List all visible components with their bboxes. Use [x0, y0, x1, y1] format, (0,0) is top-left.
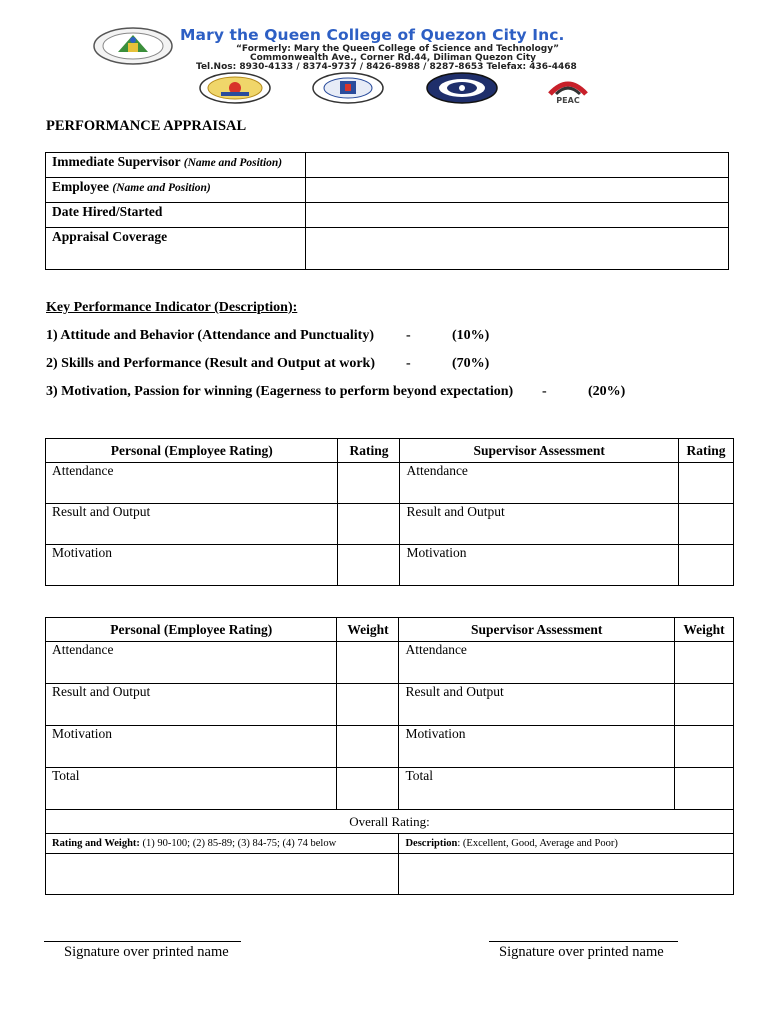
supervisor-field[interactable] [306, 153, 729, 178]
kpi-percent: (10%) [452, 328, 490, 343]
col-header: Supervisor Assessment [399, 618, 675, 642]
kpi-item: 2) Skills and Performance (Result and Output at work) [46, 356, 376, 371]
kpi-item: 3) Motivation, Passion for winning (Eagerness to perform beyond expectation) [46, 384, 514, 399]
rating-cell[interactable] [678, 504, 733, 545]
total-weight-cell[interactable] [674, 768, 733, 810]
criterion-label: Motivation [400, 545, 679, 586]
weight-cell[interactable] [337, 684, 399, 726]
col-header: Supervisor Assessment [400, 439, 679, 463]
col-header: Personal (Employee Rating) [46, 439, 338, 463]
table-row [46, 463, 734, 504]
table-row [46, 504, 734, 545]
table-row [46, 642, 734, 684]
page-title: PERFORMANCE APPRAISAL [46, 118, 247, 134]
criterion-label: Result and Output [46, 684, 337, 726]
weight-cell[interactable] [674, 726, 733, 768]
col-header: Rating [678, 439, 733, 463]
date-hired-field[interactable] [306, 203, 729, 228]
weight-table [45, 617, 734, 895]
rating-cell[interactable] [338, 545, 400, 586]
description-legend: Description: (Excellent, Good, Average and Poor) [399, 834, 734, 854]
col-header: Weight [674, 618, 733, 642]
total-weight-cell[interactable] [337, 768, 399, 810]
tesda-seal-icon [426, 72, 498, 109]
col-header: Personal (Employee Rating) [46, 618, 337, 642]
appraisal-coverage-label: Appraisal Coverage [46, 228, 306, 270]
seal-icon [199, 72, 271, 109]
signature-line [489, 941, 678, 942]
kpi-heading: Key Performance Indicator (Description): [46, 300, 298, 315]
criterion-label: Attendance [46, 463, 338, 504]
employee-field[interactable] [306, 178, 729, 203]
rating-table [45, 438, 734, 586]
criterion-label: Attendance [399, 642, 675, 684]
peac-label: PEAC [556, 96, 580, 105]
rating-cell[interactable] [338, 504, 400, 545]
weight-cell[interactable] [674, 642, 733, 684]
formerly-line: “Formerly: Mary the Queen College of Science and Technology” [236, 44, 560, 54]
table-row [46, 768, 734, 810]
total-label: Total [399, 768, 675, 810]
col-header: Rating [338, 439, 400, 463]
employee-info-table [45, 152, 729, 270]
institution-name: Mary the Queen College of Quezon City Inc. [180, 26, 565, 44]
rating-cell[interactable] [338, 463, 400, 504]
weight-cell[interactable] [337, 642, 399, 684]
table-row [46, 545, 734, 586]
col-header: Weight [337, 618, 399, 642]
criterion-label: Attendance [46, 642, 337, 684]
contact-line: Tel.Nos: 8930-4133 / 8374-9737 / 8426-8988 / 8287-8653 Telefax: 436-4468 [196, 62, 577, 72]
criterion-label: Result and Output [46, 504, 338, 545]
date-hired-label: Date Hired/Started [46, 203, 306, 228]
rating-cell[interactable] [678, 463, 733, 504]
employee-label: Employee (Name and Position) [46, 178, 306, 203]
criterion-label: Motivation [46, 726, 337, 768]
overall-description-field[interactable] [399, 854, 734, 895]
kpi-percent: (70%) [452, 356, 490, 371]
criterion-label: Attendance [400, 463, 679, 504]
kpi-dash: - [406, 328, 411, 343]
kpi-item: 1) Attitude and Behavior (Attendance and Punctuality) [46, 328, 374, 343]
criterion-label: Motivation [399, 726, 675, 768]
school-logo-icon [92, 26, 174, 66]
signature-label: Signature over printed name [499, 944, 664, 960]
weight-cell[interactable] [337, 726, 399, 768]
criterion-label: Result and Output [400, 504, 679, 545]
criterion-label: Result and Output [399, 684, 675, 726]
overall-rating-field[interactable] [46, 854, 399, 895]
supervisor-label: Immediate Supervisor (Name and Position) [46, 153, 306, 178]
kpi-dash: - [406, 356, 411, 371]
kpi-percent: (20%) [588, 384, 626, 399]
table-row [46, 684, 734, 726]
kpi-dash: - [542, 384, 547, 399]
signature-label: Signature over printed name [64, 944, 229, 960]
criterion-label: Motivation [46, 545, 338, 586]
table-row [46, 726, 734, 768]
rating-weight-legend: Rating and Weight: (1) 90-100; (2) 85-89; (3) 84-75; (4) 74 below [46, 834, 399, 854]
rating-cell[interactable] [678, 545, 733, 586]
address-line: Commonwealth Ave., Corner Rd.44, Diliman Quezon City [250, 53, 537, 63]
total-label: Total [46, 768, 337, 810]
weight-cell[interactable] [674, 684, 733, 726]
appraisal-coverage-field[interactable] [306, 228, 729, 270]
deped-seal-icon [312, 72, 384, 109]
overall-rating-label: Overall Rating: [46, 810, 734, 834]
signature-line [44, 941, 241, 942]
